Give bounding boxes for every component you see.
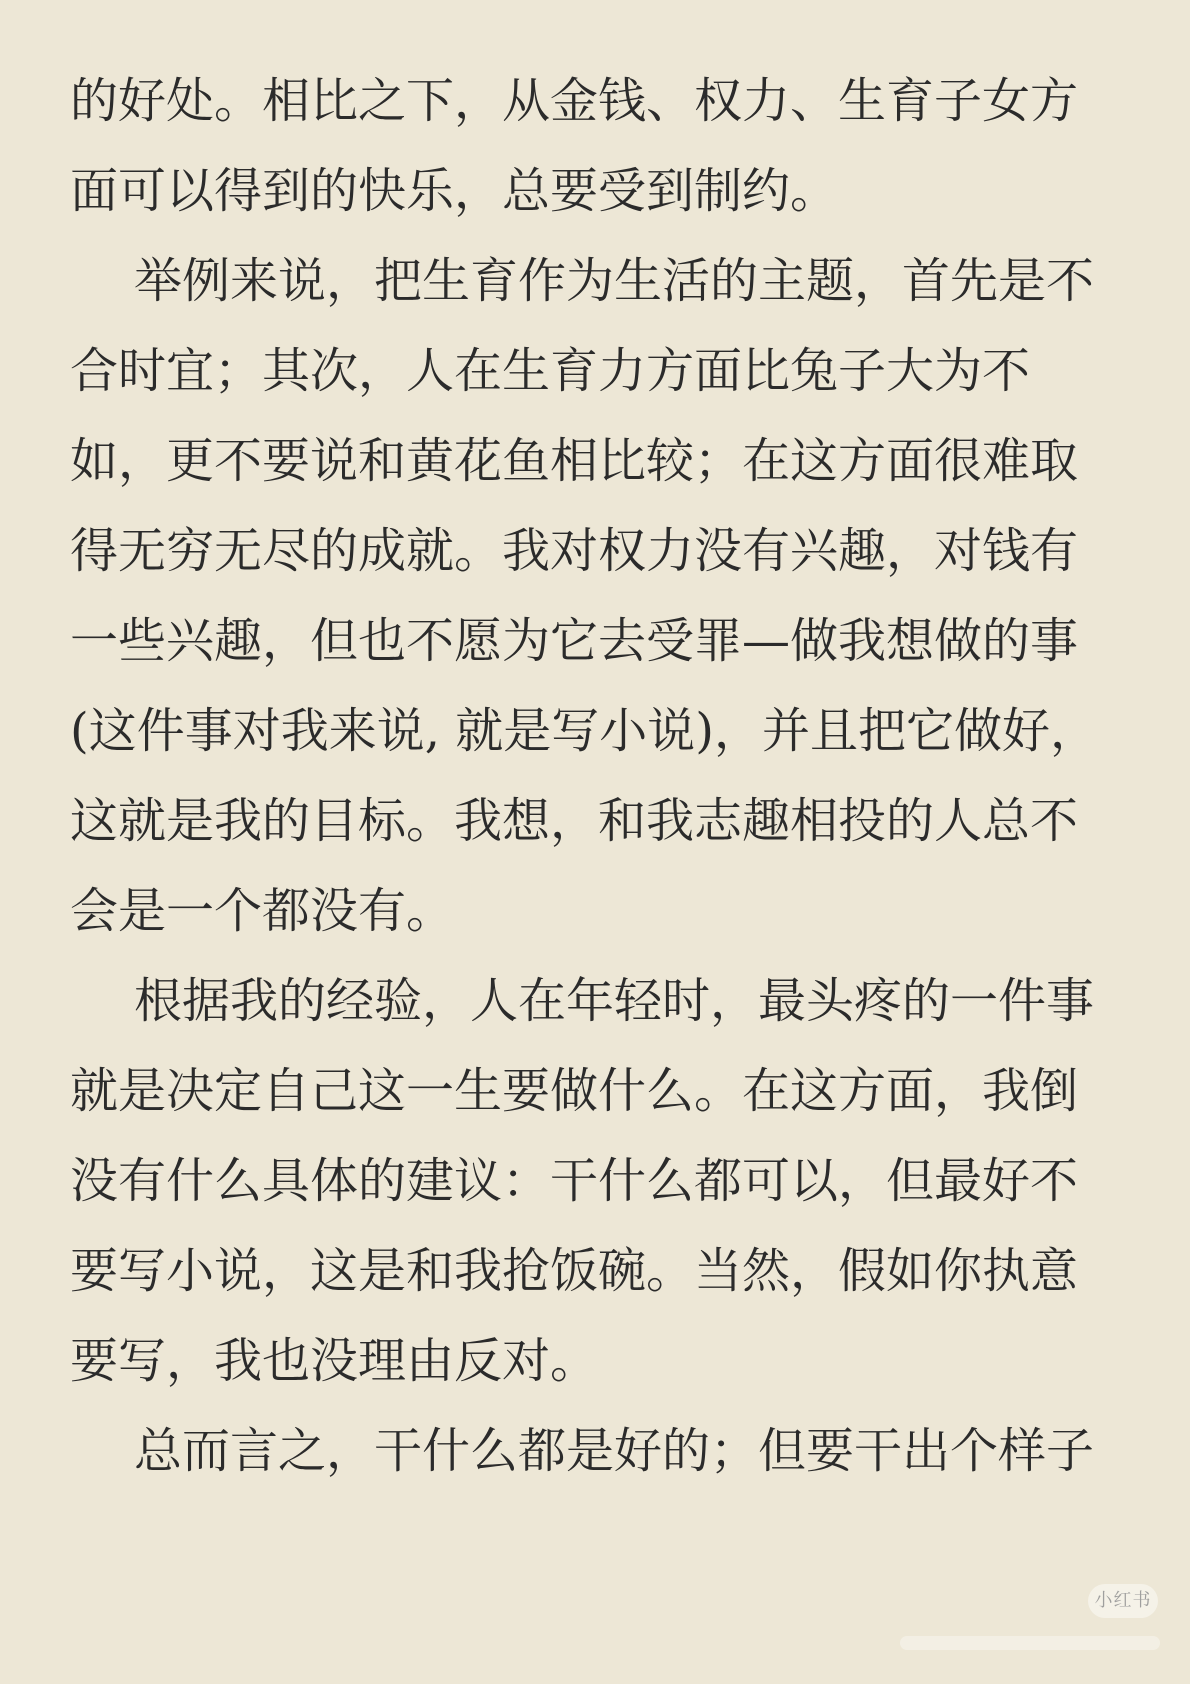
text-line: 得无穷无尽的成就。我对权力没有兴趣，对钱有 (70, 523, 1079, 579)
text-line: 合时宜；其次，人在生育力方面比兔子大为不 (70, 343, 1031, 399)
paragraph-first-line: 举例来说，把生育作为生活的主题，首先是不 (134, 253, 1095, 309)
text-line: 会是一个都没有。 (70, 883, 455, 939)
paragraph-first-line: 总而言之，干什么都是好的；但要干出个样子 (134, 1423, 1095, 1479)
paragraph-first-line: 根据我的经验，人在年轻时，最头疼的一件事 (134, 973, 1095, 1029)
text-line: 要写，我也没理由反对。 (70, 1333, 599, 1389)
watermark-logo: 小红书 (1088, 1584, 1158, 1618)
text-line: 的好处。相比之下，从金钱、权力、生育子女方 (70, 73, 1079, 129)
text-line: 没有什么具体的建议：干什么都可以，但最好不 (70, 1153, 1079, 1209)
text-line: 就是决定自己这一生要做什么。在这方面，我倒 (70, 1063, 1079, 1119)
text-line: 一些兴趣，但也不愿为它去受罪—做我想做的事 (70, 613, 1079, 669)
text-line: 这就是我的目标。我想，和我志趣相投的人总不 (70, 793, 1079, 849)
text-line: 如，更不要说和黄花鱼相比较；在这方面很难取 (70, 433, 1079, 489)
text-line: (这件事对我来说, 就是写小说)，并且把它做好， (70, 703, 1098, 759)
text-line: 面可以得到的快乐，总要受到制约。 (70, 163, 839, 219)
text-line: 要写小说，这是和我抢饭碗。当然，假如你执意 (70, 1243, 1079, 1299)
watermark-id-bar (900, 1636, 1160, 1650)
